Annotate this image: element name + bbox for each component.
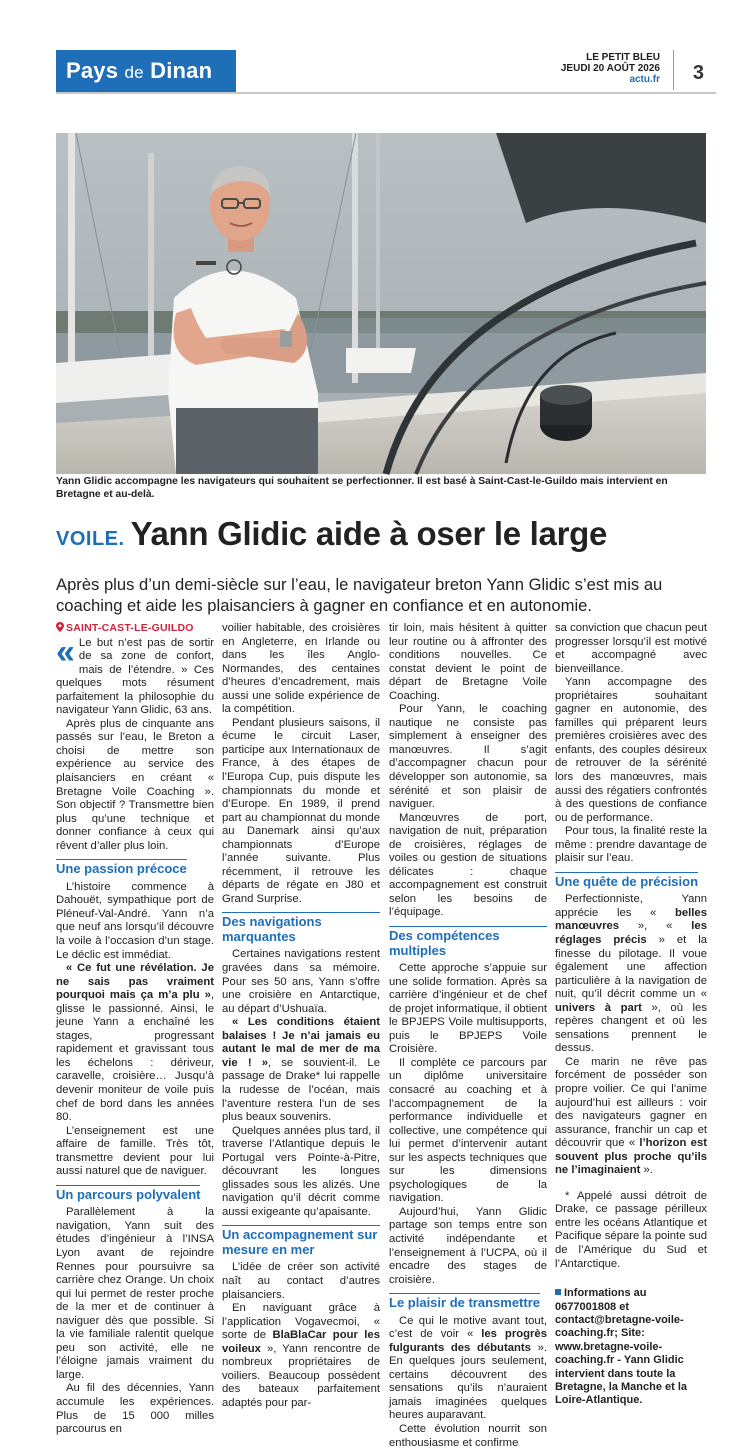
publication-name: LE PETIT BLEU — [586, 52, 660, 63]
section-connector: de — [124, 63, 144, 82]
paragraph: Quelques années plus tard, il traverse l’Atlantique depuis le Portugal vers Pointe-à-Pitre, découvrant les longues glissades sous les alizés. Une navigation qu’il décrit comme aussi exigeante qu’apaisante. — [222, 1124, 380, 1218]
paragraph: voilier habitable, des croisières en Angleterre, en Irlande ou dans les îles Anglo-Normandes, des centaines d’heures d’encadrement, mais aussi une solide expérience de la compétition. — [222, 622, 380, 716]
paragraph: L’histoire commence à Dahouët, sympathique port de Pléneuf-Val-André. Yann n’a que neuf ans lorsqu’il découvre la voile à l’occasion d’un stage. Le déclic est immédiat. — [56, 880, 214, 961]
paragraph: L’enseignement est une affaire de famille. Très tôt, transmettre devient pour lui aussi naturel que de naviguer. — [56, 1124, 214, 1178]
paragraph-text: », « — [619, 920, 692, 933]
paragraph: Au fil des décennies, Yann accumule les expériences. Plus de 15 000 milles parcourus en — [56, 1382, 214, 1436]
paragraph: sa conviction que chacun peut progresser lorsqu’il est motivé et accompagné avec bienveillance. — [555, 622, 707, 675]
paragraph — [222, 1016, 380, 1124]
quote-text: « Les conditions étaient balaises ! Je n’ai jamais eu autant le mal de mer de ma vie ! » — [222, 1016, 380, 1069]
quote-text: univers à part — [555, 1001, 642, 1014]
paragraph-text: , glisse le passionné. Ainsi, le jeune Yann a enchaîné les stages, progressant rapidement et gravissant tous les échelons : dériveur, caravelle, croisière… Jusqu’à devenir moniteur de voile puis chef de bord dans les années 80. — [56, 989, 214, 1124]
paragraph: Cette évolution nourrit son enthousiasme et confirme — [389, 1423, 547, 1449]
paragraph-text: », Yann rencontre de nombreux propriétaires de voiliers. Beaucoup possèdent des bateaux parfaitement adaptés pour par- — [222, 1342, 380, 1409]
article-column-3 — [389, 622, 547, 1450]
bullet-square-icon — [555, 1289, 561, 1295]
paragraph: Pour Yann, le coaching nautique ne consiste pas simplement à enseigner des manœuvres. Il s’agit d’accompagner chacun pour développer son autonomie, sa sérénité et son plaisir de naviguer. — [389, 703, 547, 811]
paragraph-text: Ce qui le motive avant tout, c’est de voir « — [389, 1314, 547, 1341]
subheading: Des compétences multiples — [389, 926, 547, 958]
subheading: Un accompagnement sur mesure en mer — [222, 1225, 380, 1257]
section-name: Pays — [66, 58, 119, 83]
lead-paragraph — [56, 632, 214, 718]
quote-text: les progrès fulgurants des débutants — [389, 1328, 547, 1354]
paragraph-text: » et la finesse du pilotage. Il voue également une affection particulière à la navigation de nuit, qu’il décrit comme un « — [555, 933, 707, 1001]
headline-kicker: VOILE. — [56, 528, 125, 550]
paragraph: Pendant plusieurs saisons, il écume le circuit Laser, participe aux Internationaux de France, à des étapes de l’Europa Cup, puis dispute les championnats du monde et d’Europe. En 1989, il prend part au championnat du monde au Danemark ainsi qu’aux championnats d’Europe l’année suivante. Plus récemment, il retrouve les départs de régate en J80 et Grand Surprise. — [222, 716, 380, 905]
paragraph: Il complète ce parcours par un diplôme universitaire consacré au coaching et à l’accompagnement de la performance individuelle et collective, une compétence qui lui permet d’intervenir autant sur les aspects techniques que sur les dimensions psychologiques de la navigation. — [389, 1056, 547, 1205]
dateline-text: SAINT-CAST-LE-GUILDO — [66, 622, 194, 634]
paragraph-text: En naviguant grâce à l’application Vogavecmoi, « sorte de — [222, 1302, 380, 1342]
paragraph: tir loin, mais hésitent à quitter leur routine ou à affronter des conditions nouvelles. Ce constat devient le point de départ de Bretagne Voile Coaching. — [389, 622, 547, 702]
paragraph — [222, 1302, 380, 1410]
article-column-2 — [222, 622, 380, 1410]
subheading: Un parcours polyvalent — [56, 1186, 201, 1202]
contact-info — [555, 1287, 707, 1408]
subheading: Une quête de précision — [555, 873, 699, 889]
subheading: Des navigations marquantes — [222, 912, 380, 944]
paragraph: L’idée de créer son activité naît au contact d’autres plaisanciers. — [222, 1261, 380, 1301]
publication-site: actu.fr — [629, 74, 660, 85]
paragraph: Manœuvres de port, navigation de nuit, préparation de croisières, réglages de voiles ou gestion de situations délicates : chaque accompagnement est construit selon les besoins de l’équipage. — [389, 811, 547, 919]
contact-info-text: Informations au 0677001808 et contact@bretagne-voile-coaching.fr; Site: www.bretagne-voile-coaching.fr - Yann Glidic intervient dans toute la Bretagne, la Manche et la Loire-Atlantique. — [555, 1287, 688, 1407]
quote-text: l’horizon est souvent plus proche qu’ils ne l’imaginaient — [555, 1137, 708, 1177]
header-divider — [673, 50, 674, 90]
section-place: Dinan — [150, 58, 213, 83]
paragraph: Yann accompagne des propriétaires souhaitant gagner en autonomie, des familles qui préparent leurs premières croisières avec des enfants, des couples désireux de retrouver de la sérénité lors des manœuvres, mais aussi des régatiers confrontés à des questions de confiance ou de performance. — [555, 676, 707, 824]
article-standfirst: Après plus d’un demi-siècle sur l’eau, le navigateur breton Yann Glidic s’est mis au coaching et aide les plaisanciers à gagner en confiance et en autonomie. — [56, 575, 663, 615]
subheading: Une passion précoce — [56, 861, 187, 877]
paragraph: Certaines navigations restent gravées dans sa mémoire. Pour ses 50 ans, Yann s’offre une croisière en Antarctique, au départ d’Ushuaïa. — [222, 948, 380, 1015]
paragraph: Aujourd’hui, Yann Glidic partage son temps entre son activité indépendante et l’enseignement à l’UCPA, où il encadre des stages de croisière. — [389, 1205, 547, 1286]
paragraph — [555, 1056, 707, 1178]
quote-text: les réglages précis — [555, 920, 707, 946]
dateline — [56, 622, 214, 636]
masthead — [561, 52, 660, 85]
paragraph: Cette approche s’appuie sur une solide formation. Après sa carrière d’ingénieur et de chef de projet informatique, il obtient le BPJEPS Voile multisupports, puis le BPJEPS Voile Croisière. — [389, 962, 547, 1056]
paragraph: Parallèlement à la navigation, Yann suit des études d’ingénieur à l’INSA Lyon avant de rejoindre Rennes pour poursuivre sa carrière chez Orange. Un choix qui lui permet de rester proche de la mer et de continuer à naviguer dès que possible. Si la vie familiale ralentit quelque peu son activité, elle ne l’éloigne jamais vraiment du large. — [56, 1206, 214, 1381]
article-column-4 — [555, 622, 707, 1408]
paragraph — [56, 962, 214, 1125]
page-header — [56, 50, 716, 94]
publication-date: JEUDI 20 AOÛT 2026 — [560, 63, 660, 74]
quote-text: BlaBlaCar pour les voileux — [222, 1329, 380, 1355]
location-pin-icon — [56, 622, 64, 632]
paragraph-text: , se souvient-il. Le passage de Drake* lui rappelle la rudesse de l’océan, mais l’aventure restera l’un de ses plus beaux souvenirs. — [222, 1056, 380, 1124]
page-number: 3 — [692, 62, 704, 84]
paragraph-text: Perfectionniste, Yann apprécie les « — [555, 893, 707, 919]
article-photo — [56, 133, 706, 474]
paragraph-text: », où les repères changent et où les sensations prennent le dessus. — [555, 1001, 707, 1055]
paragraph-text: Ce marin ne rêve pas forcément de posséder son propre voilier. Ce qui l’anime aujourd’hui est ailleurs : voir des navigateurs gagner en assurance, franchir un cap et découvrir que « — [555, 1055, 707, 1150]
subheading: Le plaisir de transmettre — [389, 1295, 540, 1311]
article-headline — [56, 515, 716, 553]
quote-text: « Ce fut une révélation. Je ne sais pas vraiment pourquoi mais ça m’a plu » — [56, 962, 214, 1002]
article-column-1 — [56, 622, 214, 1437]
paragraph — [389, 1315, 547, 1423]
paragraph-text: ». En quelques jours seulement, certains découvrent des sensations qu’ils n’auraient jamais imaginées quelques heures auparavant. — [389, 1341, 547, 1422]
quote-text: belles manœuvres — [555, 906, 707, 933]
paragraph: Pour tous, la finalité reste la même : prendre davantage de plaisir sur l’eau. — [555, 825, 707, 865]
paragraph: Après plus de cinquante ans passés sur l’eau, le Breton a choisi de mettre son expérience au service des plaisanciers en créant « Bretagne Voile Coaching ». Son objectif ? Transmettre bien plus qu’une technique et donner confiance à ceux qui rêvent d’aller plus loin. — [56, 717, 214, 852]
sailor-on-boat-illustration — [56, 133, 706, 474]
paragraph — [555, 893, 707, 1056]
headline-title: Yann Glidic aide à oser le large — [130, 515, 608, 552]
quote-mark-icon: « — [56, 632, 75, 671]
lead-text: Le but n’est pas de sortir de sa zone de confort, mais de l’étendre. » Ces quelques mots résument parfaitement la philosophie du navigateur Yann Glidic, 63 ans. — [56, 636, 214, 717]
footnote: * Appelé aussi détroit de Drake, ce passage périlleux entre les océans Atlantique et Pacifique sépare la pointe sud de l’Amérique du Sud et l’Antarctique. — [555, 1189, 707, 1270]
paragraph-text: ». — [640, 1164, 653, 1177]
section-label — [56, 50, 236, 92]
photo-caption: Yann Glidic accompagne les navigateurs qui souhaitent se perfectionner. Il est basé à Saint-Cast-le-Guildo mais intervient en Bretagne et au-delà. — [56, 476, 668, 500]
